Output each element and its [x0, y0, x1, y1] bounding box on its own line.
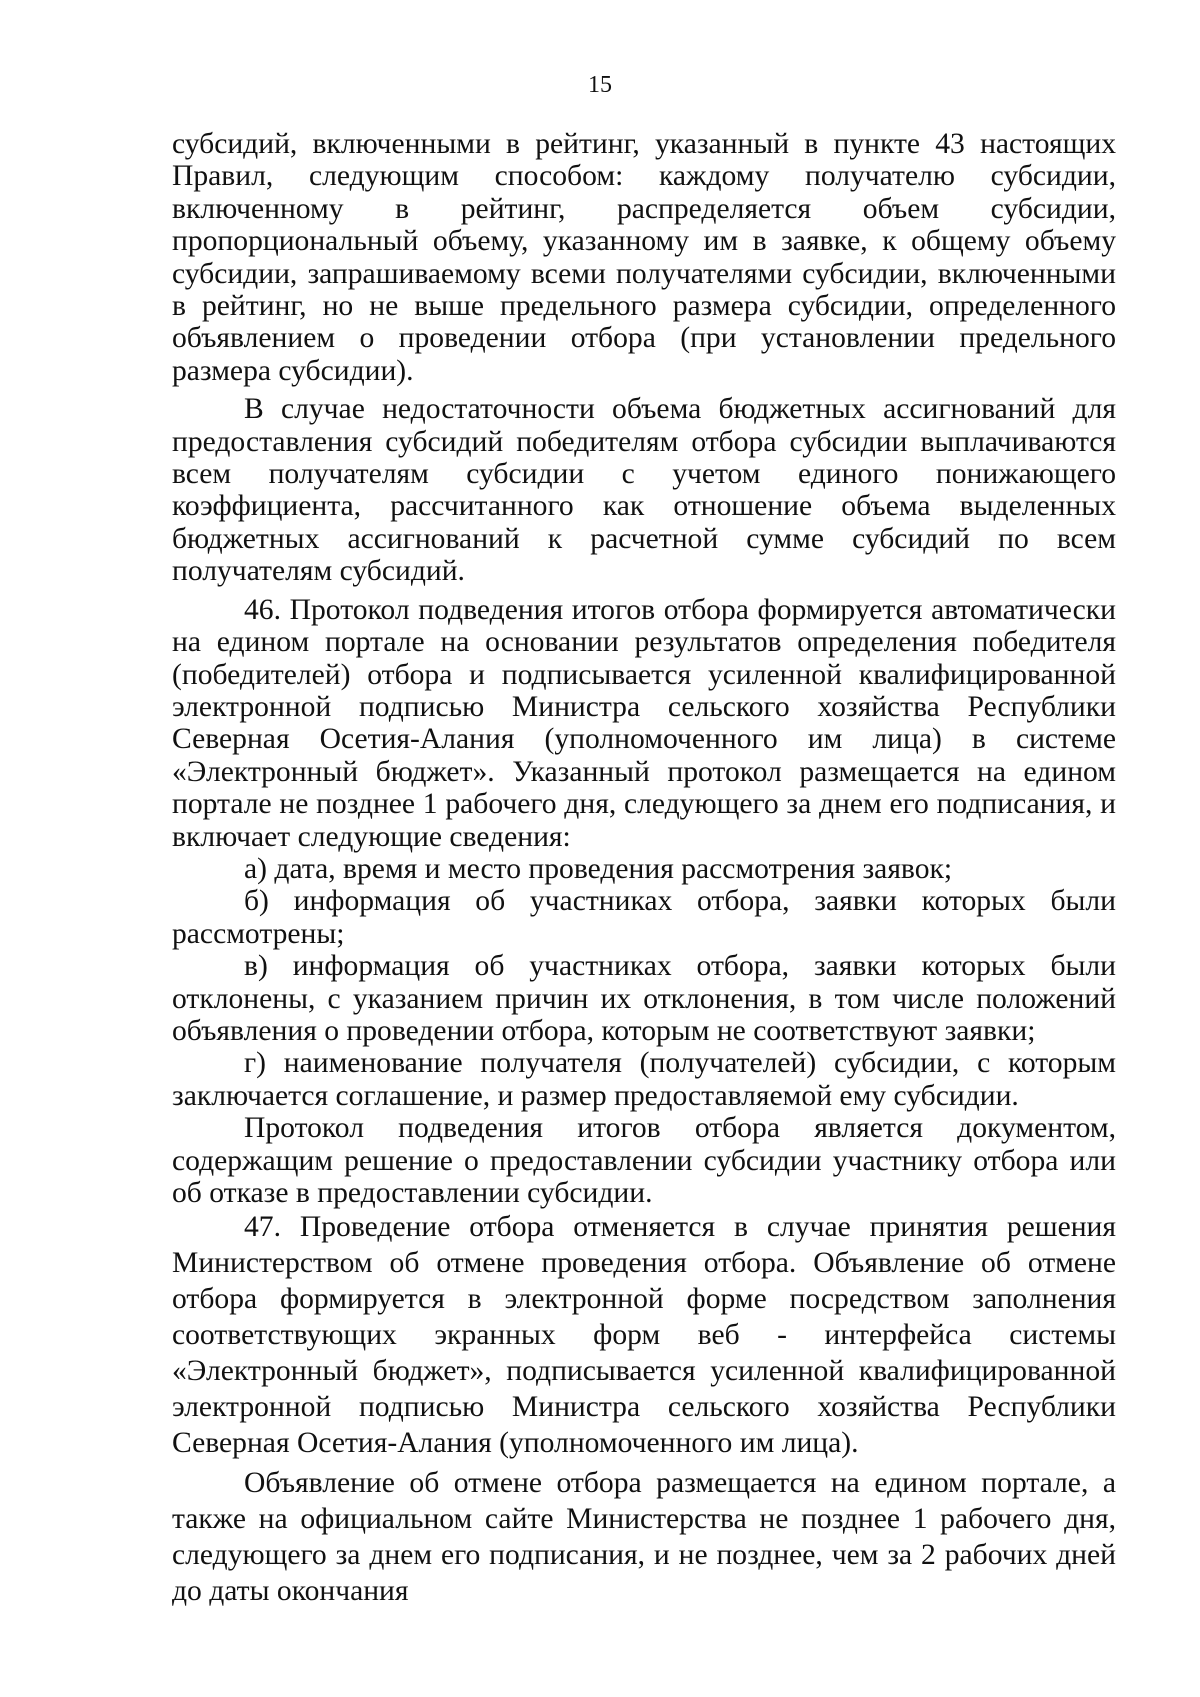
list-item-g: г) наименование получателя (получателей) субсидии, с которым заключается соглашение, и размер предоставляемой ему субсидии. [172, 1047, 1116, 1112]
document-body [172, 128, 1116, 1614]
paragraph-protocol-document: Протокол подведения итогов отбора является документом, содержащим решение о предоставлении субсидии участнику отбора или об отказе в предоставлении субсидии. [172, 1112, 1116, 1209]
paragraph-46-protocol: 46. Протокол подведения итогов отбора формируется автоматически на едином портале на основании результатов определения победителя (победителей) отбора и подписывается усиленной квалифицированной электронной подписью Министра сельского хозяйства Республики Северная Осетия-Алания (уполномоченного им лица) в системе «Электронный бюджет». Указанный протокол размещается на едином портале не позднее 1 рабочего дня, следующего за днем его подписания, и включает следующие сведения: [172, 593, 1116, 853]
paragraph-subsidy-distribution: субсидий, включенными в рейтинг, указанный в пункте 43 настоящих Правил, следующим способом: каждому получателю субсидии, включенному в рейтинг, распределяется объем субсидии, пропорциональный объему, указанному им в заявке, к общему объему субсидии, запрашиваемому всеми получателями субсидии, включенными в рейтинг, но не выше предельного размера субсидии, определенного объявлением о проведении отбора (при установлении предельного размера субсидии). [172, 128, 1116, 387]
list-item-b: б) информация об участниках отбора, заявки которых были рассмотрены; [172, 885, 1116, 950]
page-number: 15 [588, 72, 612, 98]
paragraph-cancellation-announcement: Объявление об отмене отбора размещается на едином портале, а также на официальном сайте Министерства не позднее 1 рабочего дня, следующего за днем его подписания, и не позднее, чем за 2 рабочих дней до даты окончания [172, 1467, 1116, 1608]
paragraph-insufficient-allocations: В случае недостаточности объема бюджетных ассигнований для предоставления субсидий победителям отбора субсидии выплачиваются всем получателям субсидии с учетом единого понижающего коэффициента, рассчитанного как отношение объема выделенных бюджетных ассигнований к расчетной сумме субсидий по всем получателям субсидий. [172, 393, 1116, 588]
list-item-v: в) информация об участниках отбора, заявки которых были отклонены, с указанием причин их отклонения, в том числе положений объявления о проведении отбора, которым не соответствуют заявки; [172, 950, 1116, 1047]
list-item-a: а) дата, время и место проведения рассмотрения заявок; [244, 852, 953, 885]
paragraph-47-cancellation: 47. Проведение отбора отменяется в случае принятия решения Министерством об отмене проведения отбора. Объявление об отмене отбора формируется в электронной форме посредством заполнения соответствующих экранных форм веб - интерфейса системы «Электронный бюджет», подписывается усиленной квалифицированной электронной подписью Министра сельского хозяйства Республики Северная Осетия-Алания (уполномоченного им лица). [172, 1211, 1116, 1460]
